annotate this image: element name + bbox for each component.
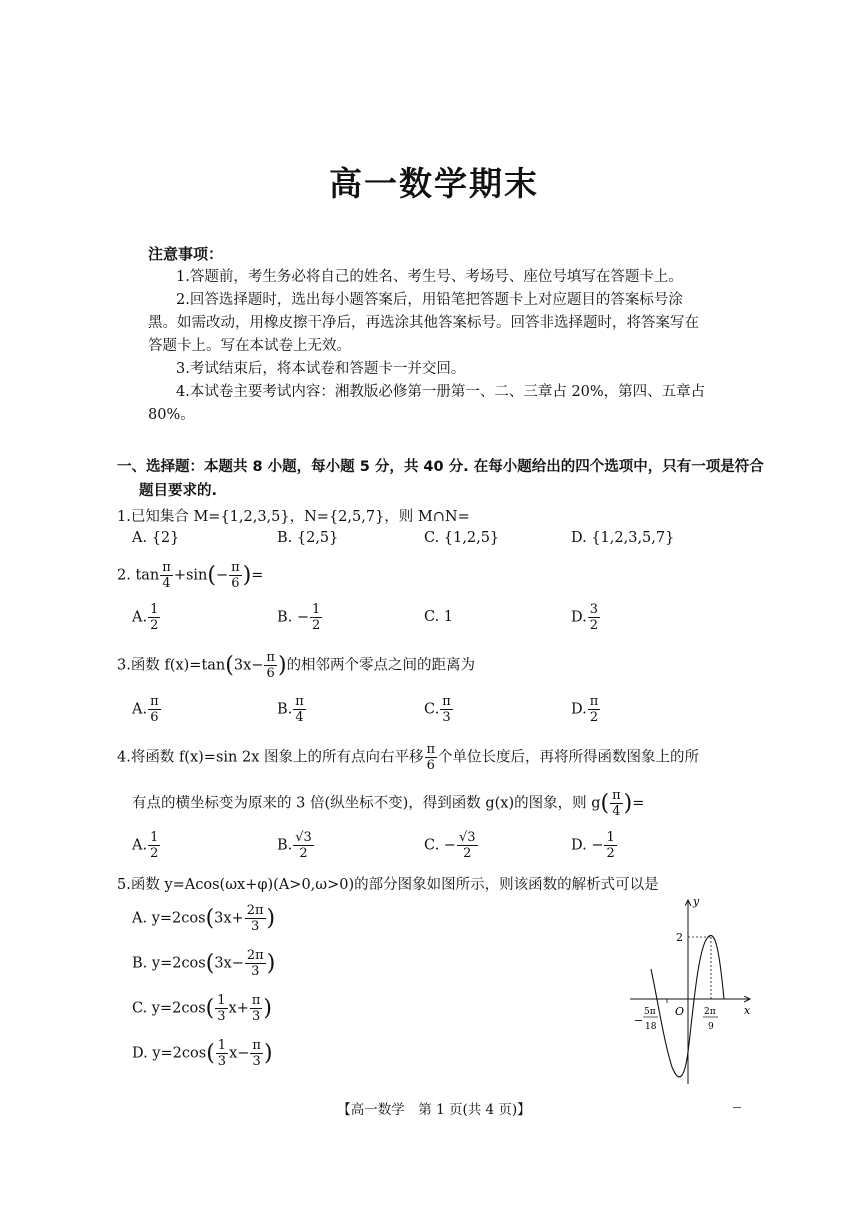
question-2-option-d: D. $\frac{3}{2}$ [571,602,598,633]
question-2-option-c: C. 1 [424,609,454,625]
x-tick-right-den: 9 [708,1022,714,1032]
y-tick-2: 2 [676,931,683,944]
question-3-option-d: D. $\frac{\pi}{2}$ [571,694,599,725]
question-5-option-b: B. y=2cos(3x− $\frac{2\pi}{3}$ ) [132,948,276,979]
question-1-option-b: B. {2,5} [277,530,339,546]
question-4-option-c: C. − $\frac{√3}{2}$ [424,830,476,861]
x-tick-right-num: 2π [704,1007,716,1017]
question-5-option-d: D. y=2cos( $\frac{1}{3}$ x− $\frac{\pi}{3}$ ) [132,1038,273,1069]
question-4-option-d: D. − $\frac{1}{2}$ [571,830,615,861]
question-5-graph [620,892,760,1087]
question-4-stem-line-2: 有点的横坐标变为原来的 3 倍(纵坐标不变)，得到函数 g(x)的图象，则 g( $\frac{\pi}{4}$ )= [132,788,645,819]
notice-line-3: 3.考试结束后，将本试卷和答题卡一并交回。 [176,361,466,377]
question-4-option-b: B. $\frac{√3}{2}$ [277,830,312,861]
question-5-option-a: A. y=2cos(3x+ $\frac{2\pi}{3}$ ) [132,903,276,934]
notice-line-4a: 4.本试卷主要考试内容：湘教版必修第一册第一、二、三章占 20%，第四、五章占 [176,384,706,400]
question-5-stem: 5.函数 y=Acos(ωx+φ)(A>0,ω>0)的部分图象如图所示，则该函数的解析式可以是 [117,877,659,893]
x-tick-left-sign: − [634,1014,644,1027]
x-axis-label: x [744,1004,751,1017]
y-axis-label: y [693,895,700,908]
notice-line-2a: 2.回答选择题时，选出每小题答案后，用铅笔把答题卡上对应题目的答案标号涂 [176,292,683,308]
section-heading-line-1: 一、选择题：本题共 8 小题，每小题 5 分，共 40 分. 在每小题给出的四个选项中，只有一项是符合 [117,459,764,475]
notice-line-2c: 答题卡上。写在本试卷上无效。 [148,338,351,354]
notice-line-1: 1.答题前，考生务必将自己的姓名、考生号、考场号、座位号填写在答题卡上。 [176,269,683,285]
question-3-option-c: C. $\frac{\pi}{3}$ [424,694,451,725]
page-footer: 【高一数学 第 1 页(共 4 页)】 [337,1102,531,1118]
question-4-option-a: A. $\frac{1}{2}$ [132,830,159,861]
question-3-option-a: A. $\frac{\pi}{6}$ [132,694,159,725]
question-2-option-b: B. − $\frac{1}{2}$ [277,602,321,633]
notice-heading: 注意事项： [148,245,224,263]
question-2-stem: 2. tan $\frac{\pi}{4}$ +sin(− $\frac{\pi}{6}$ )= [117,560,264,591]
question-5-option-c: C. y=2cos( $\frac{1}{3}$ x+ $\frac{\pi}{3}$ ) [132,993,272,1024]
page-title: 高一数学期末 [329,164,539,203]
question-1-option-a: A. {2} [132,530,180,546]
question-4-stem-line-1: 4.将函数 f(x)=sin 2x 图象上的所有点向右平移 $\frac{\pi}{6}$ 个单位长度后，再将所得函数图象上的所 [117,742,700,773]
x-tick-left-num: 5π [644,1007,656,1017]
notice-line-2b: 黑。如需改动，用橡皮擦干净后，再选涂其他答案标号。回答非选择题时，将答案写在 [148,315,699,331]
question-3-option-b: B. $\frac{\pi}{4}$ [277,694,304,725]
question-1-option-d: D. {1,2,3,5,7} [571,530,675,546]
question-2-option-a: A. $\frac{1}{2}$ [132,602,159,633]
x-tick-left-den: 18 [645,1022,657,1032]
question-3-stem: 3.函数 f(x)=tan(3x− $\frac{\pi}{6}$ )的相邻两个零点之间的距离为 [117,650,476,681]
question-1-stem: 1.已知集合 M={1,2,3,5}，N={2,5,7}，则 M∩N= [117,509,470,525]
question-1-option-c: C. {1,2,5} [424,530,500,546]
notice-line-4b: 80%。 [148,407,195,423]
corner-mark [733,1107,741,1108]
origin-label: O [675,1005,685,1018]
section-heading-line-2: 题目要求的. [139,483,218,499]
